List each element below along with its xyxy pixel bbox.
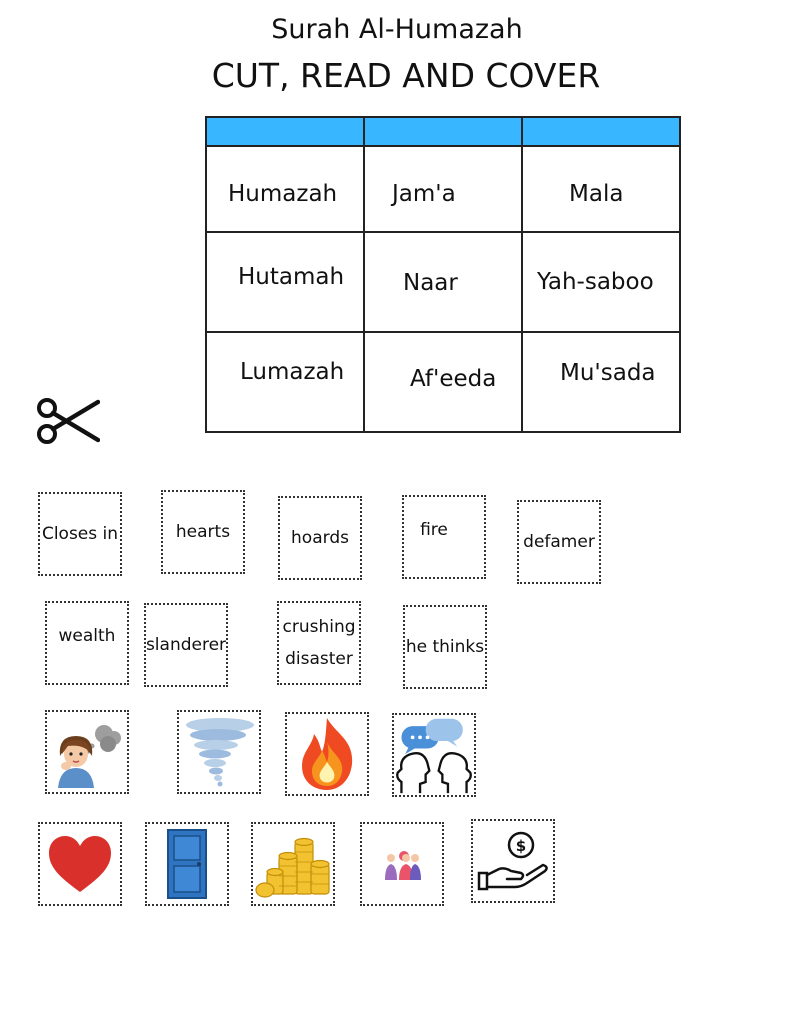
fire-icon (292, 716, 362, 792)
grid-header-cell (364, 117, 522, 146)
grid-header-row (206, 117, 680, 146)
heart-icon (47, 834, 113, 894)
grid-row (206, 332, 680, 432)
grid-row (206, 146, 680, 232)
word-card[interactable]: crushing disaster (277, 601, 361, 685)
grid-cell: Mu'sada (522, 332, 680, 432)
tornado-icon (180, 715, 258, 789)
grid-cell: Lumazah (206, 332, 364, 432)
word-card[interactable]: hoards (278, 496, 362, 580)
worksheet-title: CUT, READ AND COVER (211, 56, 601, 95)
picture-card[interactable] (38, 822, 122, 906)
scissors-icon (34, 394, 100, 448)
word-card[interactable]: he thinks (403, 605, 487, 689)
word-card[interactable]: hearts (161, 490, 245, 574)
word-card[interactable]: wealth (45, 601, 129, 685)
surah-subtitle: Surah Al-Humazah (271, 14, 523, 45)
grid-cell: Yah-saboo (522, 232, 680, 332)
grid-cell: Jam'a (364, 146, 522, 232)
grid-cell: Mala (522, 146, 680, 232)
svg-text:$: $ (515, 837, 527, 855)
gold-coins-icon (253, 828, 333, 900)
thinking-child-icon (48, 716, 126, 788)
picture-card[interactable] (177, 710, 261, 794)
word-card[interactable]: Closes in (38, 492, 122, 576)
picture-card[interactable] (471, 819, 555, 903)
grid-cell: Af'eeda (364, 332, 522, 432)
grid-row (206, 232, 680, 332)
word-card[interactable]: slanderer (144, 603, 228, 687)
grid-cell: Hutamah (206, 232, 364, 332)
gossiping-people-icon (382, 846, 422, 882)
picture-card[interactable] (251, 822, 335, 906)
picture-card[interactable] (285, 712, 369, 796)
picture-card[interactable] (360, 822, 444, 906)
grid-cell: Humazah (206, 146, 364, 232)
money-hand-icon (475, 829, 551, 893)
picture-card[interactable] (145, 822, 229, 906)
word-card[interactable]: fire (402, 495, 486, 579)
word-card[interactable]: defamer (517, 500, 601, 584)
talking-heads-icon (394, 714, 474, 796)
grid-header-cell (522, 117, 680, 146)
grid-cell: Naar (364, 232, 522, 332)
grid-header-cell (206, 117, 364, 146)
picture-card[interactable] (45, 710, 129, 794)
door-icon (166, 828, 208, 900)
word-grid (205, 116, 681, 433)
picture-card[interactable] (392, 713, 476, 797)
